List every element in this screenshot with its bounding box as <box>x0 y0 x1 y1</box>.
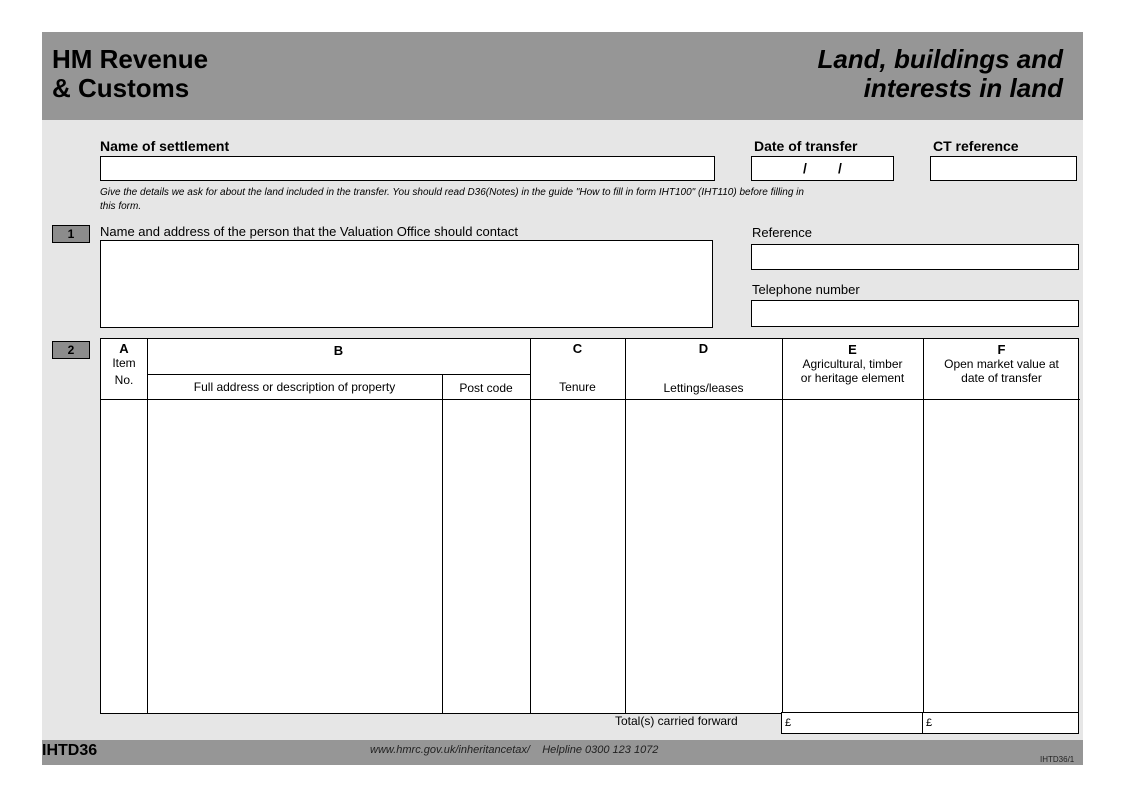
col-c-header <box>530 342 625 356</box>
telephone-label: Telephone number <box>752 282 860 297</box>
col-f-line-2: date of transfer <box>961 371 1042 385</box>
open-market-value-cell[interactable] <box>924 400 1079 713</box>
col-b-subheader-line <box>147 374 530 375</box>
address-cell[interactable] <box>148 400 442 713</box>
col-a-header <box>101 342 147 387</box>
form-version: IHTD36/1 <box>1040 755 1075 764</box>
org-line-2: & Customs <box>52 73 190 103</box>
col-a-letter: A <box>119 341 129 356</box>
col-b-letter: B <box>333 343 344 358</box>
total-open-market-input[interactable]: £ <box>922 712 1079 734</box>
postcode-cell[interactable] <box>443 400 530 713</box>
col-a-line-2: No. <box>114 373 134 387</box>
reference-input[interactable] <box>751 244 1079 270</box>
col-e-header <box>782 343 923 385</box>
telephone-input[interactable] <box>751 300 1079 327</box>
col-e-letter: E <box>848 342 857 357</box>
date-of-transfer-label: Date of transfer <box>754 138 858 154</box>
col-c-label: Tenure <box>559 380 596 394</box>
settlement-label: Name of settlement <box>100 138 230 154</box>
guidance-line-1: Give the details we ask for about the land included in the transfer. You should read D36(Notes) in the guide "How to fill in form IHT100" (IHT110) before filling in <box>100 187 804 198</box>
col-e-line-1: Agricultural, timber <box>802 357 903 371</box>
footer-website: www.hmrc.gov.uk/inheritancetax/ <box>370 744 530 756</box>
col-f-header <box>923 343 1080 385</box>
ct-reference-label: CT reference <box>933 138 1019 154</box>
date-of-transfer-input[interactable]: / / <box>751 156 894 181</box>
guidance-line-2: this form. <box>100 201 142 212</box>
form-code: IHTD36 <box>42 742 98 759</box>
contact-name-label: Name and address of the person that the Valuation Office should contact <box>100 224 518 239</box>
col-a-line-1: Item <box>112 356 136 370</box>
col-f-letter: F <box>997 342 1006 357</box>
title-line-2: interests in land <box>863 73 1063 103</box>
col-e-line-2: or heritage element <box>800 371 905 385</box>
total-agricultural-input[interactable]: £ <box>781 712 923 734</box>
col-b-address-header: Full address or description of property <box>193 380 396 394</box>
tenure-cell[interactable] <box>531 400 625 713</box>
footer-helpline: Helpline 0300 123 1072 <box>542 744 659 756</box>
col-d-header <box>625 342 782 356</box>
col-d-label: Lettings/leases <box>663 381 744 395</box>
footer-contact <box>370 744 658 756</box>
agricultural-cell[interactable] <box>783 400 923 713</box>
ct-reference-input[interactable] <box>930 156 1077 181</box>
property-table <box>100 338 1079 714</box>
col-f-line-1: Open market value at <box>944 357 1059 371</box>
guidance-note <box>100 186 1060 214</box>
col-b-postcode-header: Post code <box>459 381 513 395</box>
reference-label: Reference <box>752 225 812 240</box>
contact-name-address-input[interactable] <box>100 240 713 328</box>
section-1-number: 1 <box>52 225 90 243</box>
hmrc-logo-text <box>52 45 208 103</box>
org-line-1: HM Revenue <box>52 44 209 74</box>
col-c-letter: C <box>572 341 583 356</box>
col-d-letter: D <box>698 341 709 356</box>
title-line-1: Land, buildings and <box>817 44 1063 74</box>
lettings-cell[interactable] <box>626 400 782 713</box>
totals-label: Total(s) carried forward <box>615 714 738 728</box>
section-2-number: 2 <box>52 341 90 359</box>
settlement-input[interactable] <box>100 156 715 181</box>
item-no-cell[interactable] <box>101 400 147 713</box>
form-title <box>817 45 1063 103</box>
col-b-header <box>147 344 530 358</box>
